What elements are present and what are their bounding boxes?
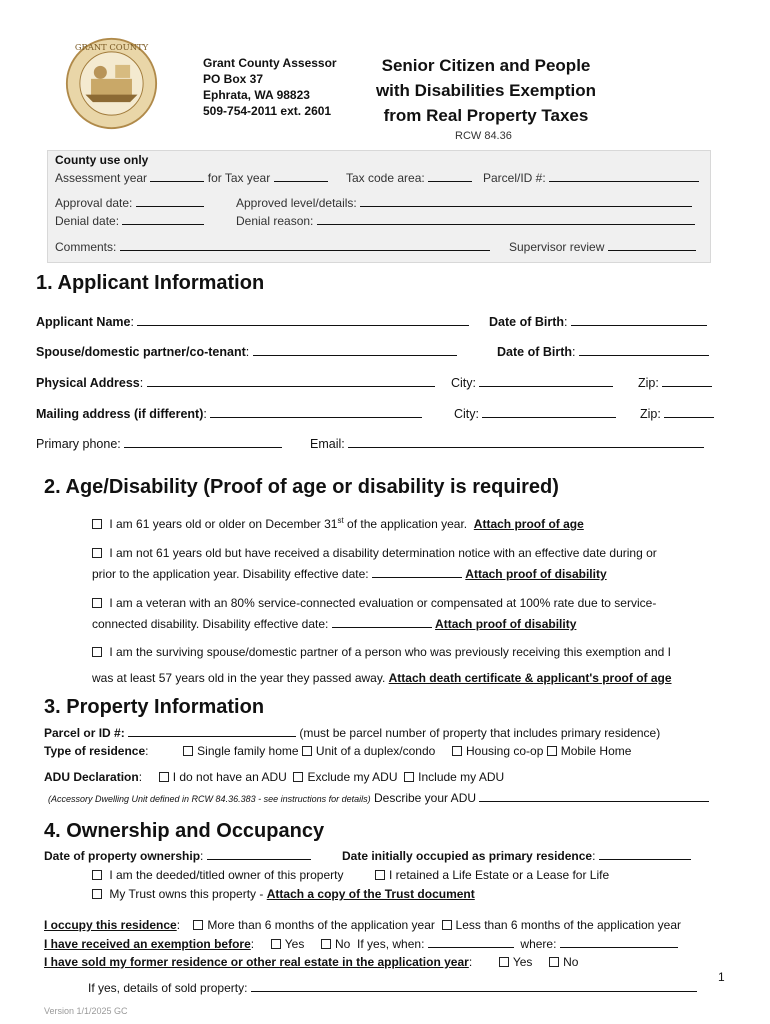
tax-code-area-field[interactable] [428, 170, 472, 182]
county-use-heading: County use only [55, 153, 149, 167]
parcel-label: Parcel or ID #: [44, 726, 125, 740]
applicant-dob-label: Date of Birth [489, 315, 564, 329]
for-tax-year-label: for Tax year [207, 171, 271, 185]
email-field[interactable] [348, 436, 704, 448]
deeded-owner-checkbox[interactable] [92, 870, 102, 880]
spouse-dob-label: Date of Birth [497, 345, 572, 359]
sold-no-checkbox[interactable] [549, 957, 559, 967]
assessor-phone: 509-754-2011 ext. 2601 [203, 104, 332, 118]
sold-details-label: If yes, details of sold property: [88, 981, 248, 995]
date-ownership-field[interactable] [207, 848, 311, 860]
tax-code-area-label: Tax code area: [346, 171, 425, 185]
rcw-reference: RCW 84.36 [455, 130, 512, 142]
parcel-id-county-field[interactable] [549, 170, 699, 182]
primary-phone-field[interactable] [124, 436, 282, 448]
duplex-condo-label: Unit of a duplex/condo [315, 744, 436, 758]
disability-text-line2: prior to the application year. Disability effective date: [92, 567, 369, 581]
describe-adu-field[interactable] [479, 790, 709, 802]
occupy-less-label: Less than 6 months of the application year [455, 918, 682, 932]
date-ownership-label: Date of property ownership [44, 849, 201, 863]
form-title [358, 53, 614, 128]
received-yes-label: Yes [284, 937, 305, 951]
assessor-address [203, 55, 337, 119]
parcel-note: (must be parcel number of property that includes primary residence) [299, 726, 661, 740]
attach-proof-of-age: Attach proof of age [473, 517, 584, 531]
sold-yes-label: Yes [512, 955, 533, 969]
applicant-name-label: Applicant Name [36, 315, 131, 329]
denial-reason-label: Denial reason: [236, 214, 314, 228]
attach-proof-of-disability-veteran: Attach proof of disability [435, 617, 577, 631]
assessor-city-state: Ephrata, WA 98823 [203, 88, 310, 102]
include-adu-label: Include my ADU [418, 770, 505, 784]
age-61-checkbox[interactable] [92, 519, 102, 529]
applicant-name-field[interactable] [137, 314, 469, 326]
email-label: Email: [310, 437, 345, 451]
life-estate-label: I retained a Life Estate or a Lease for Life [389, 868, 610, 882]
version-footer: Version 1/1/2025 GC [44, 1006, 128, 1016]
attach-proof-of-disability: Attach proof of disability [465, 567, 607, 581]
include-adu-checkbox[interactable] [404, 772, 414, 782]
received-yes-checkbox[interactable] [271, 939, 281, 949]
date-occupied-label: Date initially occupied as primary residence [342, 849, 593, 863]
section-1-heading: 1. Applicant Information [36, 272, 265, 294]
occupy-more-checkbox[interactable] [193, 920, 203, 930]
mailing-city-field[interactable] [482, 406, 616, 418]
age-61-superscript: st [337, 516, 344, 525]
if-yes-when-label: If yes, when: [357, 937, 425, 951]
physical-address-field[interactable] [147, 375, 435, 387]
veteran-text-line2: connected disability. Disability effective date: [92, 617, 329, 631]
mailing-address-label: Mailing address (if different) [36, 407, 204, 421]
veteran-effective-date-field[interactable] [332, 616, 432, 628]
veteran-checkbox[interactable] [92, 598, 102, 608]
comments-field[interactable] [120, 239, 490, 251]
received-exemption-label: I have received an exemption before [44, 937, 251, 951]
sold-residence-label: I have sold my former residence or other real estate in the application year [44, 955, 469, 969]
parcel-id-field[interactable] [128, 725, 296, 737]
single-family-checkbox[interactable] [183, 746, 193, 756]
section-2-heading: 2. Age/Disability (Proof of age or disability is required) [44, 476, 559, 498]
physical-city-field[interactable] [479, 375, 613, 387]
adu-declaration-label: ADU Declaration [44, 770, 139, 784]
surviving-spouse-text-line2: was at least 57 years old in the year they passed away. [92, 671, 386, 685]
occupy-more-label: More than 6 months of the application year [207, 918, 435, 932]
title-line-2: with Disabilities Exemption [375, 81, 597, 100]
describe-adu-label: Describe your ADU [373, 791, 477, 805]
trust-checkbox[interactable] [92, 889, 102, 899]
section-3-heading: 3. Property Information [44, 696, 265, 718]
sold-no-label: No [563, 955, 579, 969]
occupy-residence-label: I occupy this residence [44, 918, 177, 932]
exemption-when-field[interactable] [428, 936, 514, 948]
title-line-3: from Real Property Taxes [383, 106, 589, 125]
assessment-year-label: Assessment year [55, 171, 148, 185]
title-line-1: Senior Citizen and People [381, 56, 591, 75]
age-61-text-end: of the application year. [343, 517, 468, 531]
single-family-label: Single family home [197, 744, 299, 758]
physical-city-label: City: [451, 376, 476, 390]
section-4-heading: 4. Ownership and Occupancy [44, 820, 325, 842]
exemption-where-field[interactable] [560, 936, 678, 948]
surviving-spouse-checkbox[interactable] [92, 647, 102, 657]
denial-date-label: Denial date: [55, 214, 120, 228]
duplex-condo-checkbox[interactable] [302, 746, 312, 756]
spouse-name-field[interactable] [253, 344, 457, 356]
physical-address-label: Physical Address [36, 376, 140, 390]
disability-checkbox[interactable] [92, 548, 102, 558]
tax-year-field[interactable] [274, 170, 328, 182]
age-61-text: I am 61 years old or older on December 31 [109, 517, 338, 531]
where-label: where: [520, 937, 557, 951]
sold-details-field[interactable] [251, 980, 697, 992]
mobile-home-checkbox[interactable] [547, 746, 557, 756]
type-of-residence-label: Type of residence [44, 744, 146, 758]
attach-trust-document: Attach a copy of the Trust document [266, 887, 475, 901]
county-seal-logo [65, 37, 158, 130]
date-occupied-field[interactable] [599, 848, 691, 860]
seal-text: GRANT COUNTY [74, 42, 149, 53]
occupy-less-checkbox[interactable] [442, 920, 452, 930]
spouse-dob-field[interactable] [579, 344, 709, 356]
page-number: 1 [718, 970, 725, 984]
housing-coop-checkbox[interactable] [452, 746, 462, 756]
attach-death-certificate: Attach death certificate & applicant's proof of age [388, 671, 672, 685]
supervisor-review-label: Supervisor review [509, 240, 605, 254]
assessment-year-field[interactable] [150, 170, 204, 182]
received-no-checkbox[interactable] [321, 939, 331, 949]
assessor-po-box: PO Box 37 [203, 72, 264, 86]
comments-label: Comments: [55, 240, 117, 254]
county-use-box [47, 150, 711, 263]
physical-zip-field[interactable] [662, 375, 712, 387]
assessor-name: Grant County Assessor [203, 56, 337, 70]
adu-definition-note: (Accessory Dwelling Unit defined in RCW 84.36.383 - see instructions for details) [48, 794, 371, 804]
sold-yes-checkbox[interactable] [499, 957, 509, 967]
exclude-adu-checkbox[interactable] [293, 772, 303, 782]
approval-date-field[interactable] [136, 195, 204, 207]
housing-coop-label: Housing co-op [466, 744, 544, 758]
mobile-home-label: Mobile Home [560, 744, 632, 758]
parcel-id-label: Parcel/ID #: [483, 171, 546, 185]
denial-date-field[interactable] [122, 213, 204, 225]
mailing-zip-field[interactable] [664, 406, 714, 418]
mailing-zip-label: Zip: [640, 407, 661, 421]
mailing-city-label: City: [454, 407, 479, 421]
approved-level-field[interactable] [360, 195, 692, 207]
mailing-address-field[interactable] [210, 406, 422, 418]
exclude-adu-label: Exclude my ADU [307, 770, 398, 784]
disability-text-line1: I am not 61 years old but have received a disability determination notice with an effective date during or [109, 546, 657, 560]
veteran-text-line1: I am a veteran with an 80% service-connected evaluation or compensated at 100% rate due to service- [109, 596, 657, 610]
received-no-label: No [335, 937, 351, 951]
no-adu-label: I do not have an ADU [172, 770, 287, 784]
physical-zip-label: Zip: [638, 376, 659, 390]
surviving-spouse-text-line1: I am the surviving spouse/domestic partner of a person who was previously receiving this exemption and I [109, 645, 671, 659]
approval-date-label: Approval date: [55, 196, 133, 210]
no-adu-checkbox[interactable] [159, 772, 169, 782]
disability-effective-date-field[interactable] [372, 566, 462, 578]
primary-phone-label: Primary phone: [36, 437, 121, 451]
applicant-dob-field[interactable] [571, 314, 707, 326]
supervisor-review-field[interactable] [608, 239, 696, 251]
deeded-owner-label: I am the deeded/titled owner of this property [109, 868, 344, 882]
approved-level-label: Approved level/details: [236, 196, 357, 210]
denial-reason-field[interactable] [317, 213, 695, 225]
spouse-label: Spouse/domestic partner/co-tenant [36, 345, 246, 359]
trust-label: My Trust owns this property - [109, 887, 267, 901]
life-estate-checkbox[interactable] [375, 870, 385, 880]
